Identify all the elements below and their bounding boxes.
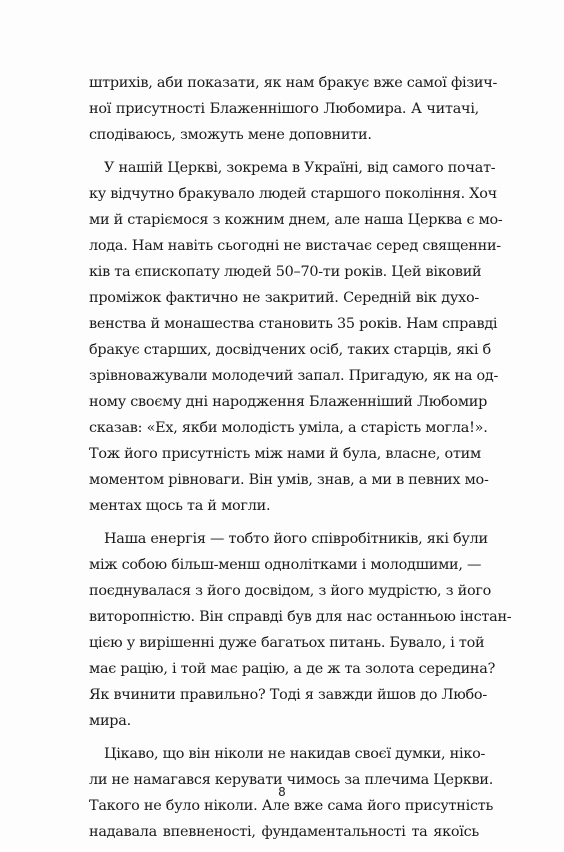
text-line: ли не намагався керувати чимось за плечима Церкви.: [89, 772, 494, 788]
text-line: цією у вирішенні дуже багатьох питань. Бувало, і той: [89, 635, 485, 651]
text-line: зрівноважували молодечий запал. Пригадую, як на од-: [89, 368, 499, 384]
text-line: Такого не було ніколи. Але вже сама його присутність: [89, 798, 494, 814]
text-line: має рацію, і той має рацію, а де ж та золота середина?: [89, 661, 496, 677]
text-line: надавала впевненості, фундаментальності та якоїсь: [89, 824, 479, 840]
text-line: ному своєму дні народження Блаженніший Любомир: [89, 394, 488, 410]
paragraph-2: [89, 155, 503, 519]
text-line: Цікаво, що він ніколи не накидав своєї думки, ніко-: [104, 746, 486, 762]
text-line: проміжок фактично не закритий. Середній вік духо-: [89, 290, 479, 306]
text-line: між собою більш-менш однолітками і молодшими, —: [89, 557, 482, 573]
text-line: сподіваюсь, зможуть мене доповнити.: [89, 127, 372, 143]
text-line: мира.: [89, 713, 131, 729]
text-line: У нашій Церкві, зокрема в Україні, від самого почат-: [104, 160, 496, 176]
text-line: ної присутності Блаженнішого Любомира. А читачі,: [89, 101, 479, 117]
text-line: ку відчутно бракувало людей старшого покоління. Хоч: [89, 186, 497, 202]
paragraph-3: [89, 526, 512, 734]
paragraph-1: [89, 70, 498, 148]
page-number: 8: [278, 785, 286, 799]
text-line: ків та єпископату людей 50–70-ти років. Цей віковий: [89, 264, 482, 280]
text-line: виторопністю. Він справді був для нас останньою інстан-: [89, 609, 512, 625]
text-line: поєднувалася з його досвідом, з його мудрістю, з його: [89, 583, 492, 599]
text-line: Наша енергія — тобто його співробітників, які були: [104, 531, 488, 547]
text-line: сказав: «Ех, якби молодість уміла, а старість могла!».: [89, 420, 488, 436]
text-line: Тож його присутність між нами й була, власне, отим: [89, 446, 481, 462]
body-text: [89, 70, 512, 852]
text-line: бракує старших, досвідчених осіб, таких старців, які б: [89, 342, 491, 358]
text-line: моментом рівноваги. Він умів, знав, а ми в певних мо-: [89, 472, 489, 488]
text-line: лода. Нам навіть сьогодні не вистачає серед священни-: [89, 238, 501, 254]
text-line: ми й старіємося з кожним днем, але наша Церква є мо-: [89, 212, 503, 228]
text-line: ментах щось та й могли.: [89, 498, 271, 514]
text-line: штрихів, аби показати, як нам бракує вже самої фізич-: [89, 75, 498, 91]
text-line: венства й монашества становить 35 років. Нам справді: [89, 316, 498, 332]
text-line: Як вчинити правильно? Тоді я завжди йшов до Любо-: [89, 687, 487, 703]
